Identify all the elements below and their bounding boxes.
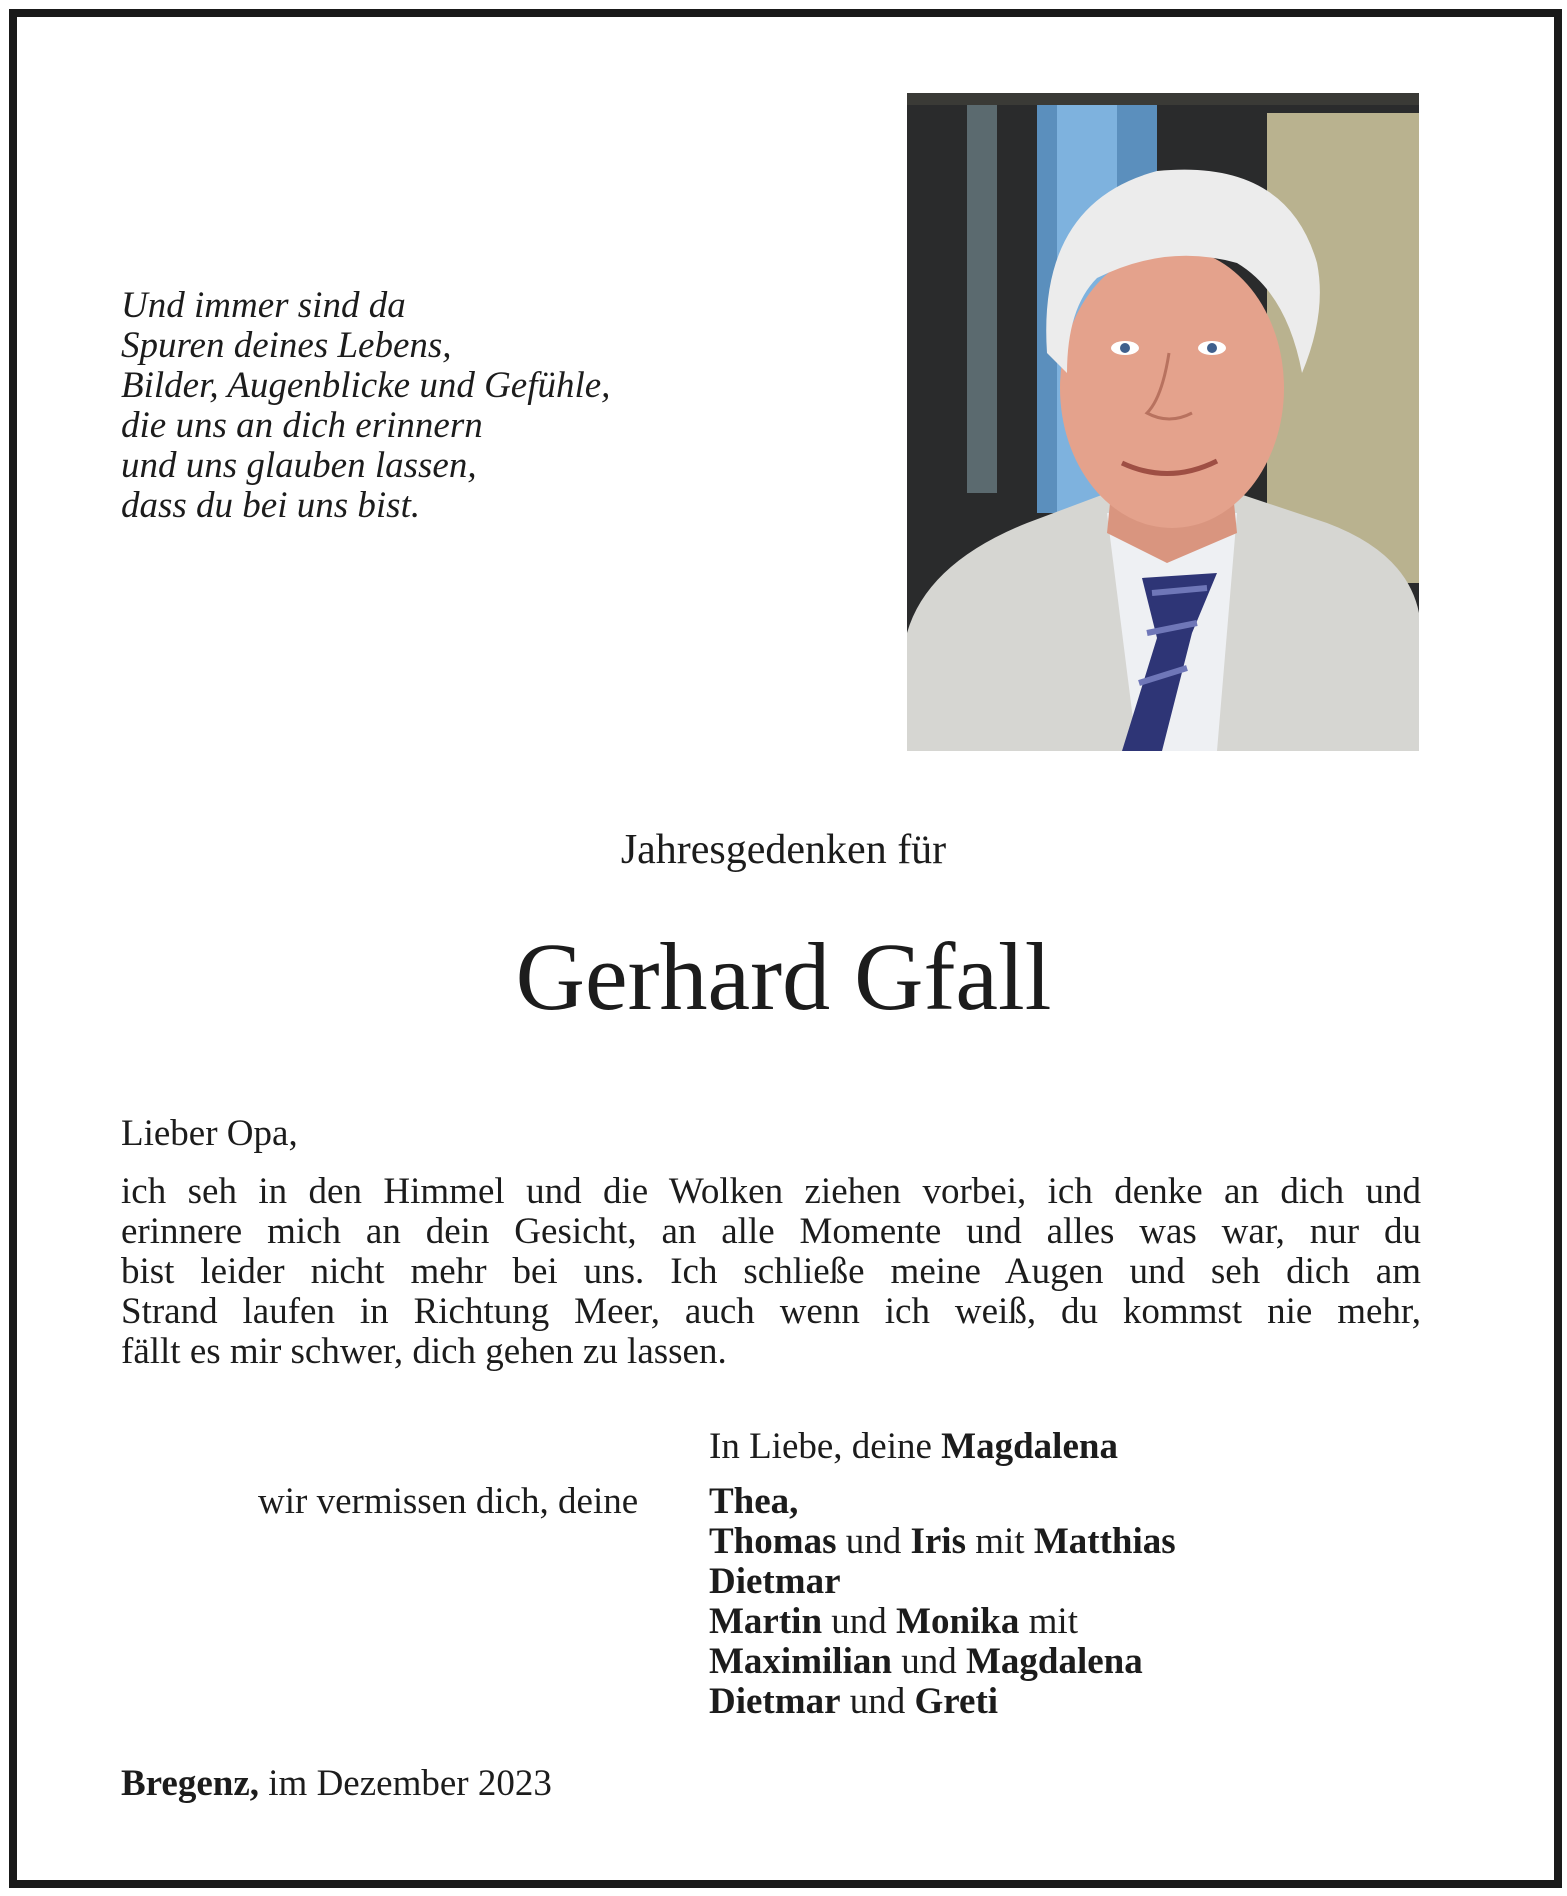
signature-connector: und — [849, 1681, 906, 1722]
letter-line: fällt es mir schwer, dich gehen zu lassen. — [121, 1331, 727, 1372]
signature-connector: mit — [975, 1521, 1025, 1562]
signature-connector: und — [901, 1641, 957, 1682]
signature-lead: wir vermissen dich, deine — [258, 1481, 639, 1522]
signature-line-5 — [709, 1600, 1078, 1643]
portrait-image — [907, 93, 1419, 751]
signature-line-4 — [709, 1560, 841, 1603]
signature-connector: und — [845, 1521, 902, 1562]
letter-line: Strand laufen in Richtung Meer, auch wenn ich weiß, du kommst nie mehr, — [121, 1291, 1421, 1332]
signature-line-2 — [709, 1480, 798, 1523]
poem-line: Spuren deines Lebens, — [121, 325, 452, 366]
poem-line: die uns an dich erinnern — [121, 405, 483, 446]
signature-line-1 — [709, 1425, 1118, 1468]
letter-greeting: Lieber Opa, — [121, 1113, 298, 1154]
signature-name: Dietmar — [709, 1681, 841, 1722]
signature-lead: In Liebe, deine — [709, 1426, 932, 1467]
signature-name: Magdalena — [941, 1426, 1118, 1467]
signature-name: Iris — [910, 1521, 966, 1562]
poem-line: Und immer sind da — [121, 285, 406, 326]
signature-line-7 — [709, 1680, 998, 1723]
signature-line-6 — [709, 1640, 1143, 1683]
letter-line: ich seh in den Himmel und die Wolken ziehen vorbei, ich denke an dich und — [121, 1171, 1421, 1212]
signature-name: Thea, — [709, 1481, 799, 1522]
poem-line: und uns glauben lassen, — [121, 445, 477, 486]
signature-connector: und — [831, 1601, 887, 1642]
letter-line: bist leider nicht mehr bei uns. Ich schließe meine Augen und seh dich am — [121, 1251, 1421, 1292]
letter-line: erinnere mich an dein Gesicht, an alle Momente und alles was war, nur du — [121, 1211, 1421, 1252]
signature-name: Magdalena — [965, 1641, 1143, 1682]
signature-name: Maximilian — [709, 1641, 892, 1682]
portrait-photo — [907, 93, 1419, 751]
place: Bregenz, — [121, 1763, 260, 1804]
signature-name: Monika — [896, 1601, 1020, 1642]
signature-name: Dietmar — [709, 1561, 841, 1602]
signature-line-2-lead — [258, 1480, 638, 1523]
poem — [121, 286, 610, 526]
place-date — [121, 1762, 552, 1805]
signature-name: Greti — [914, 1681, 999, 1722]
signature-line-3 — [709, 1520, 1176, 1563]
signature-connector: mit — [1028, 1601, 1078, 1642]
signature-name: Martin — [709, 1601, 823, 1642]
poem-line: Bilder, Augenblicke und Gefühle, — [121, 365, 611, 406]
signature-name: Matthias — [1033, 1521, 1176, 1562]
poem-line: dass du bei uns bist. — [121, 485, 421, 526]
letter-body — [121, 1172, 1421, 1372]
signature-name: Thomas — [709, 1521, 837, 1562]
memorial-subtitle: Jahresgedenken für — [620, 827, 947, 873]
date: im Dezember 2023 — [268, 1763, 552, 1804]
deceased-name: Gerhard Gfall — [515, 923, 1052, 1030]
